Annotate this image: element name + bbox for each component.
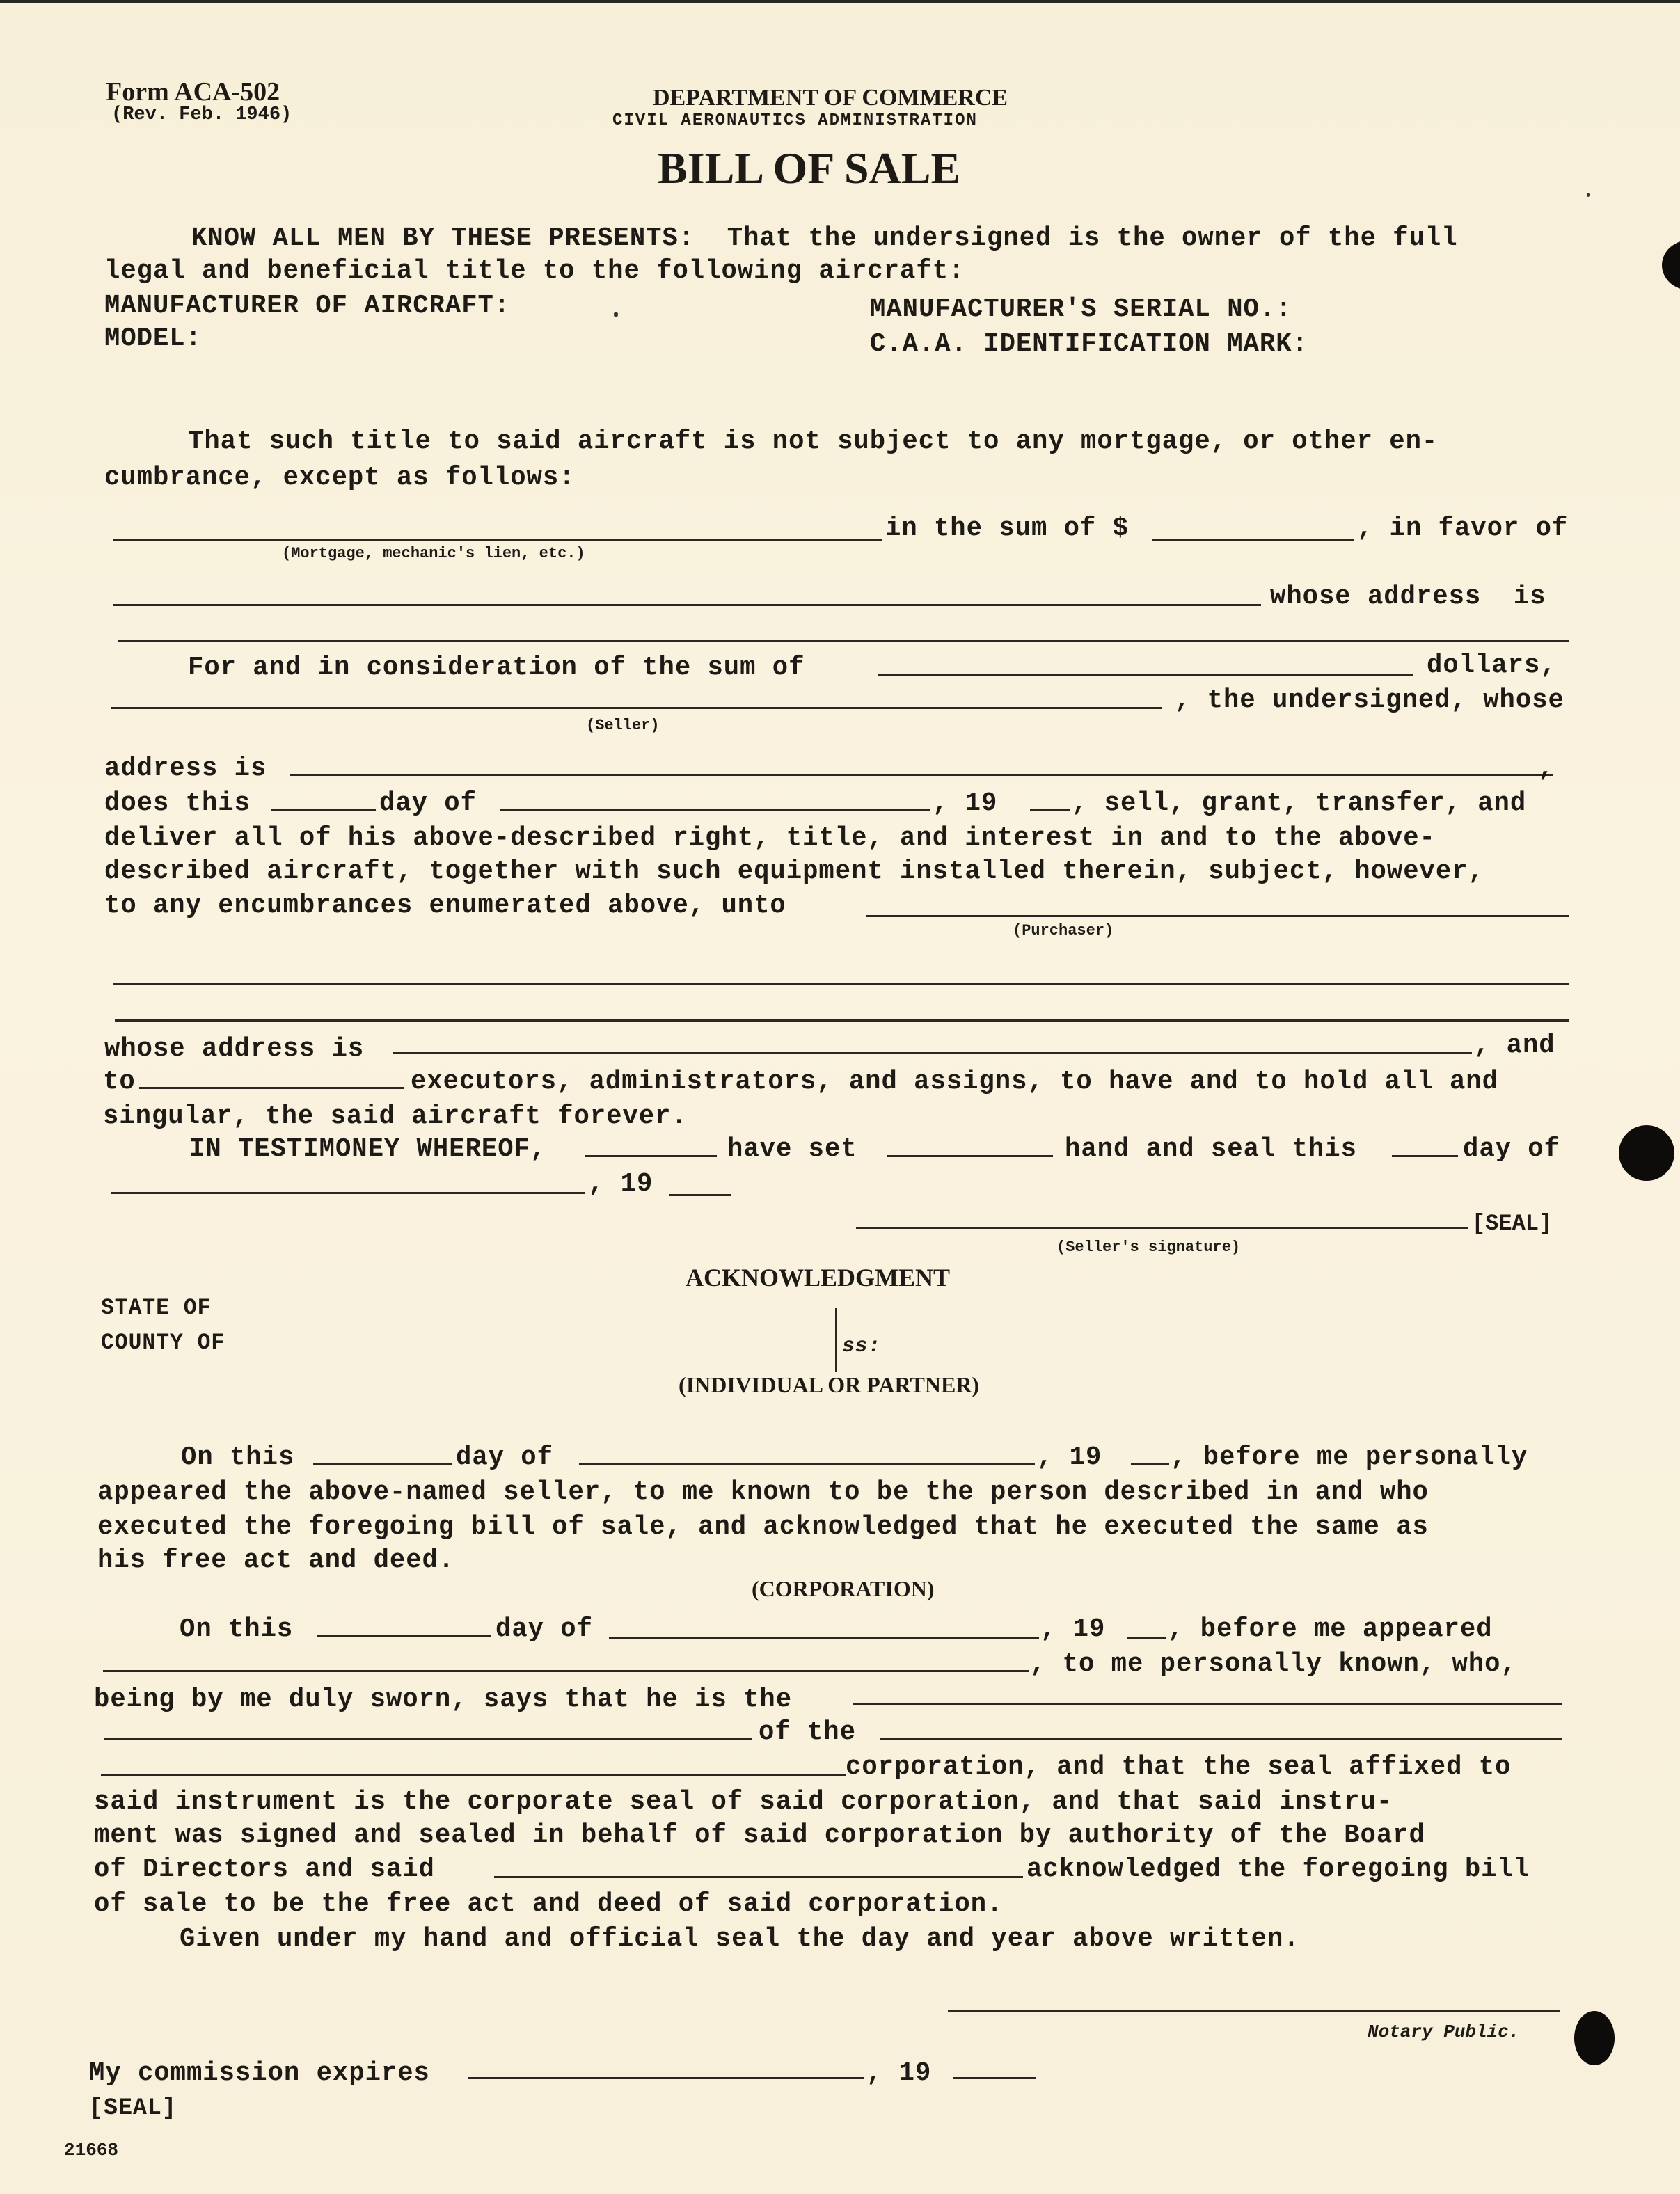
acknowledgment-heading: ACKNOWLEDGMENT: [686, 1264, 951, 1291]
print-number: 21668: [64, 2140, 119, 2161]
individual-line-2: appeared the above-named seller, to me known to be the person described in and who: [97, 1477, 1429, 1507]
corporation-known-label: , to me personally known, who,: [1030, 1649, 1517, 1679]
corporation-line-c: of sale to be the free act and deed of said corporation.: [94, 1889, 1004, 1919]
punch-hole-bottom: [1574, 2011, 1615, 2065]
ink-speck: [614, 312, 618, 317]
testimony-day-field[interactable]: [1392, 1155, 1458, 1157]
purchaser-line-2[interactable]: [113, 983, 1569, 985]
deliver-line: deliver all of his above-described right, title, and interest in and to the above-: [104, 823, 1436, 853]
testimony-month-field[interactable]: [111, 1192, 585, 1194]
in-favor-of-label: , in favor of: [1357, 514, 1569, 543]
model-label: MODEL:: [104, 324, 202, 353]
corporation-title-continued-field[interactable]: [104, 1738, 752, 1740]
purchaser-caption: (Purchaser): [1013, 922, 1114, 939]
individual-year-prefix: , 19: [1037, 1442, 1102, 1472]
identification-mark-label: C.A.A. IDENTIFICATION MARK:: [870, 329, 1308, 359]
individual-line-4: his free act and deed.: [97, 1545, 455, 1575]
scan-top-edge: [0, 0, 1680, 3]
corporation-month-field[interactable]: [609, 1637, 1039, 1639]
seller-name-field[interactable]: [111, 707, 1162, 709]
encumbrance-type-field[interactable]: [113, 539, 882, 541]
ss-label: ss:: [842, 1335, 881, 1358]
corporation-acknowledged-label: acknowledged the foregoing bill: [1027, 1854, 1530, 1884]
sale-day-field[interactable]: [271, 809, 376, 811]
encumbrance-line-2: cumbrance, except as follows:: [104, 463, 576, 493]
punch-hole-top: [1662, 240, 1680, 290]
individual-heading: (INDIVIDUAL OR PARTNER): [679, 1372, 980, 1397]
seller-signature-field[interactable]: [856, 1227, 1468, 1229]
does-this-label: does this: [104, 788, 251, 818]
individual-on-this-label: On this: [181, 1442, 295, 1472]
corporation-sworn-label: being by me duly sworn, says that he is the: [94, 1685, 793, 1715]
executors-line: executors, administrators, and assigns, to have and to hold all and: [411, 1067, 1498, 1097]
corporation-line-b: ment was signed and sealed in behalf of said corporation by authority of the Board: [94, 1820, 1425, 1850]
testimony-pronoun-field[interactable]: [887, 1155, 1053, 1157]
commission-date-field[interactable]: [468, 2077, 864, 2079]
seller-signature-caption: (Seller's signature): [1056, 1239, 1241, 1256]
corporation-officer-acknowledged-field[interactable]: [494, 1876, 1023, 1878]
sale-year-prefix: , 19: [933, 788, 998, 818]
unto-line: to any encumbrances enumerated above, unto: [104, 891, 786, 921]
individual-line-3: executed the foregoing bill of sale, and acknowledged that he executed the same as: [97, 1512, 1429, 1542]
serial-number-label: MANUFACTURER'S SERIAL NO.:: [870, 294, 1292, 324]
individual-month-field[interactable]: [579, 1463, 1035, 1465]
to-label: to: [103, 1067, 136, 1097]
sum-label: in the sum of $: [885, 514, 1129, 543]
purchaser-address-field[interactable]: [393, 1052, 1472, 1054]
and-label: , and: [1474, 1031, 1555, 1060]
testimony-year-field[interactable]: [669, 1194, 731, 1196]
notary-public-caption: Notary Public.: [1368, 2021, 1520, 2042]
hand-seal-label: hand and seal this: [1065, 1134, 1357, 1164]
corporation-year-field[interactable]: [1127, 1637, 1166, 1639]
document-title: BILL OF SALE: [658, 143, 961, 193]
lienholder-address-label: whose address is: [1270, 582, 1546, 612]
corporation-heading: (CORPORATION): [752, 1576, 935, 1601]
individual-before-label: , before me personally: [1171, 1442, 1528, 1472]
notary-signature-field[interactable]: [948, 2010, 1560, 2012]
state-label: STATE OF: [101, 1295, 212, 1321]
given-under-hand-line: Given under my hand and official seal the day and year above written.: [180, 1924, 1300, 1954]
sell-grant-label: , sell, grant, transfer, and: [1072, 788, 1527, 818]
corporation-officer-title-field[interactable]: [853, 1703, 1562, 1705]
encumbrance-type-caption: (Mortgage, mechanic's lien, etc.): [282, 545, 585, 562]
corporation-day-field[interactable]: [317, 1635, 491, 1637]
undersigned-label: , the undersigned, whose: [1175, 685, 1564, 715]
purchaser-address-label: whose address is: [104, 1034, 365, 1064]
corporation-of-the-label: of the: [759, 1717, 856, 1747]
corporation-before-label: , before me appeared: [1168, 1614, 1493, 1644]
individual-day-field[interactable]: [313, 1463, 452, 1465]
intro-line-2: legal and beneficial title to the following aircraft:: [104, 256, 965, 286]
punch-hole-middle: [1619, 1125, 1674, 1181]
testimony-year-prefix: , 19: [588, 1169, 653, 1199]
corporation-year-prefix: , 19: [1040, 1614, 1106, 1644]
seller-address-comma: ,: [1538, 754, 1555, 784]
form-revision: (Rev. Feb. 1946): [111, 104, 292, 125]
agency-name: CIVIL AERONAUTICS ADMINISTRATION: [612, 111, 978, 130]
individual-year-field[interactable]: [1131, 1463, 1169, 1465]
corporation-officer-name-field[interactable]: [103, 1670, 1029, 1672]
consideration-label: For and in consideration of the sum of: [188, 653, 805, 683]
commission-year-prefix: , 19: [866, 2058, 932, 2088]
seller-address-label: address is: [104, 754, 267, 784]
individual-day-of-label: day of: [456, 1442, 553, 1472]
venue-brace: [835, 1308, 837, 1372]
heirs-field[interactable]: [139, 1087, 404, 1089]
have-set-label: have set: [727, 1134, 857, 1164]
notary-seal-label: [SEAL]: [89, 2095, 177, 2122]
purchaser-line-3[interactable]: [115, 1019, 1569, 1022]
singular-line: singular, the said aircraft forever.: [103, 1102, 688, 1131]
sale-day-of-label: day of: [379, 788, 477, 818]
lienholder-address-field[interactable]: [118, 640, 1569, 642]
dollars-label: dollars,: [1427, 651, 1557, 681]
lienholder-field[interactable]: [113, 604, 1261, 606]
intro-line-1: KNOW ALL MEN BY THESE PRESENTS: That the undersigned is the owner of the full: [191, 223, 1458, 253]
corporation-state-field[interactable]: [101, 1774, 846, 1776]
testimony-party-field[interactable]: [585, 1155, 717, 1157]
sale-month-field[interactable]: [500, 809, 930, 811]
corporation-name-field[interactable]: [880, 1738, 1562, 1740]
form-id: Form ACA-502: [106, 77, 280, 106]
testimony-prefix: IN TESTIMONEY WHEREOF,: [189, 1134, 547, 1164]
described-line: described aircraft, together with such equipment installed therein, subject, however,: [104, 857, 1484, 887]
encumbrance-line-1: That such title to said aircraft is not subject to any mortgage, or other en-: [188, 427, 1439, 456]
sale-year-field[interactable]: [1030, 809, 1070, 811]
seller-seal-label: [SEAL]: [1472, 1211, 1553, 1237]
encumbrance-sum-field[interactable]: [1152, 539, 1354, 541]
department-name: DEPARTMENT OF COMMERCE: [653, 85, 1008, 111]
seller-address-field[interactable]: [290, 774, 1553, 776]
seller-caption: (Seller): [586, 717, 660, 734]
county-label: COUNTY OF: [101, 1330, 225, 1356]
ink-speck: [1587, 193, 1590, 197]
manufacturer-label: MANUFACTURER OF AIRCRAFT:: [104, 291, 511, 321]
corporation-on-this-label: On this: [180, 1614, 294, 1644]
commission-year-field[interactable]: [953, 2077, 1036, 2079]
consideration-amount-field[interactable]: [878, 674, 1413, 676]
testimony-day-of-label: day of: [1463, 1134, 1560, 1164]
corporation-day-of-label: day of: [496, 1614, 593, 1644]
commission-expires-label: My commission expires: [89, 2058, 430, 2088]
corporation-directors-label: of Directors and said: [94, 1854, 435, 1884]
corporation-seal-label: corporation, and that the seal affixed to: [846, 1752, 1512, 1782]
corporation-line-a: said instrument is the corporate seal of said corporation, and that said instru-: [94, 1787, 1393, 1817]
purchaser-name-field[interactable]: [866, 915, 1569, 917]
